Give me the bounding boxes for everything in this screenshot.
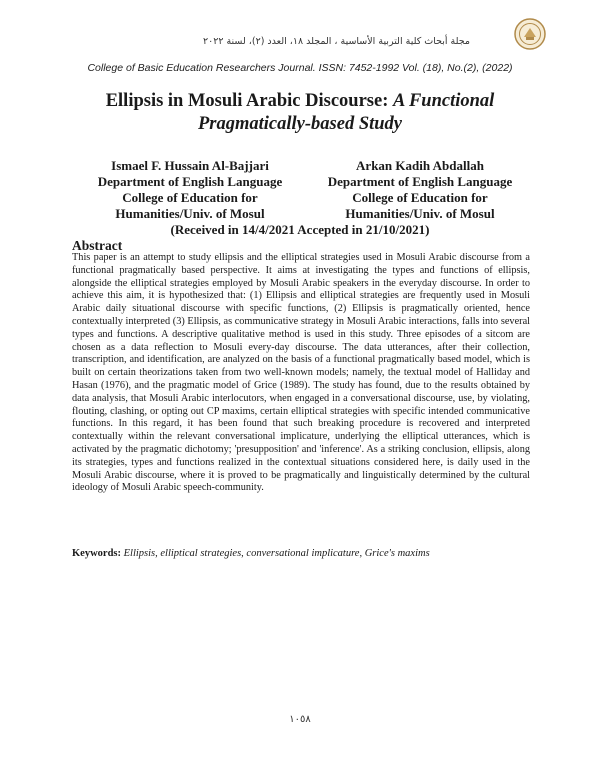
author-name: Arkan Kadih Abdallah xyxy=(356,158,484,173)
university-seal-icon xyxy=(514,18,546,50)
title-main: Ellipsis in Mosuli Arabic Discourse: xyxy=(105,91,389,111)
arabic-journal-header: مجلة أبحاث كلية التربية الأساسية ، المجلد ١٨، العدد (٢)، لسنة ٢٠٢٢ xyxy=(203,36,470,47)
keywords-text: Ellipsis, elliptical strategies, conversational implicature, Grice's maxims xyxy=(123,548,430,559)
author-2 xyxy=(300,158,540,222)
abstract-heading: Abstract xyxy=(72,238,123,253)
author-name: Ismael F. Hussain Al-Bajjari xyxy=(111,158,269,173)
journal-citation-line: College of Basic Education Researchers Journal. ISSN: 7452-1992 Vol. (18), No.(2), (2022) xyxy=(87,62,513,74)
title-italic-2: Pragmatically-based Study xyxy=(198,114,402,134)
author-university: Humanities/Univ. of Mosul xyxy=(115,206,265,221)
author-university: Humanities/Univ. of Mosul xyxy=(345,206,495,221)
keywords-label: Keywords: xyxy=(72,548,121,559)
received-accepted-dates: (Received in 14/4/2021 Accepted in 21/10/2021) xyxy=(170,222,430,237)
author-department: Department of English Language xyxy=(97,174,283,189)
title-italic-1: A Functional xyxy=(393,91,495,111)
author-department: Department of English Language xyxy=(327,174,513,189)
keywords-line xyxy=(72,548,530,559)
paper-title xyxy=(40,90,560,136)
author-1 xyxy=(70,158,310,222)
page-number: ١٠٥٨ xyxy=(289,714,311,725)
author-college: College of Education for xyxy=(352,190,488,205)
abstract-body: This paper is an attempt to study ellipsis and the elliptical strategies used in Mosuli Arabic discourse from a functional pragmatically based perspective. It aims at investigating the types and functions of ellipsis, alongside the elliptical strategies employed by Mosuli Arabic speakers in the everyday discourse. In order to achieve this aim, it is hypothesized that: (1) Ellipsis and elliptical strategies are frequently used in Mosuli Arabic daily situational discourse with specific functions, (2) Ellipsis is pragmatically oriented, hence contextually interpreted (3) Ellipsis, as communicative strategy in Mosuli Arabic interactions, falls into several types and functions. A descriptive qualitative method is used in this study. Three episodes of a sitcom are chosen as a data reflection to Mosuli every-day discourse. The data utterances, after their collection, transcription, and identification, are analyzed on the basis of a functional pragmatically based model, which is built on certain theorizations taken from two well-known models; namely, the textual model of Halliday and Hasan (1976), and the pragmatic model of Grice (1989). The study has found, due to the results obtained by data analysis, that Mosuli Arabic interlocutors, when engaged in a conversational discourse, use, by violating, flouting, clashing, or opting out CP maxims, certain elliptical strategies with specific intended communicative functions. In this regard, it has been found that such breaking procedure is recovered and interpreted contextually within the relevant conversational implicature, underlying the elliptical utterances, which is activated by the pragmatic dichotomy; 'presupposition' and 'inference'. As a striking conclusion, ellipsis, along its strategies, types and functions realized in the contextual situations considered here, is daily used in the Mosuli Arabic discourse, where it is proved to be pragmatically and linguistically determined by the cultural ideology of Mosuli Arabic speech-community. xyxy=(72,252,530,494)
author-college: College of Education for xyxy=(122,190,258,205)
